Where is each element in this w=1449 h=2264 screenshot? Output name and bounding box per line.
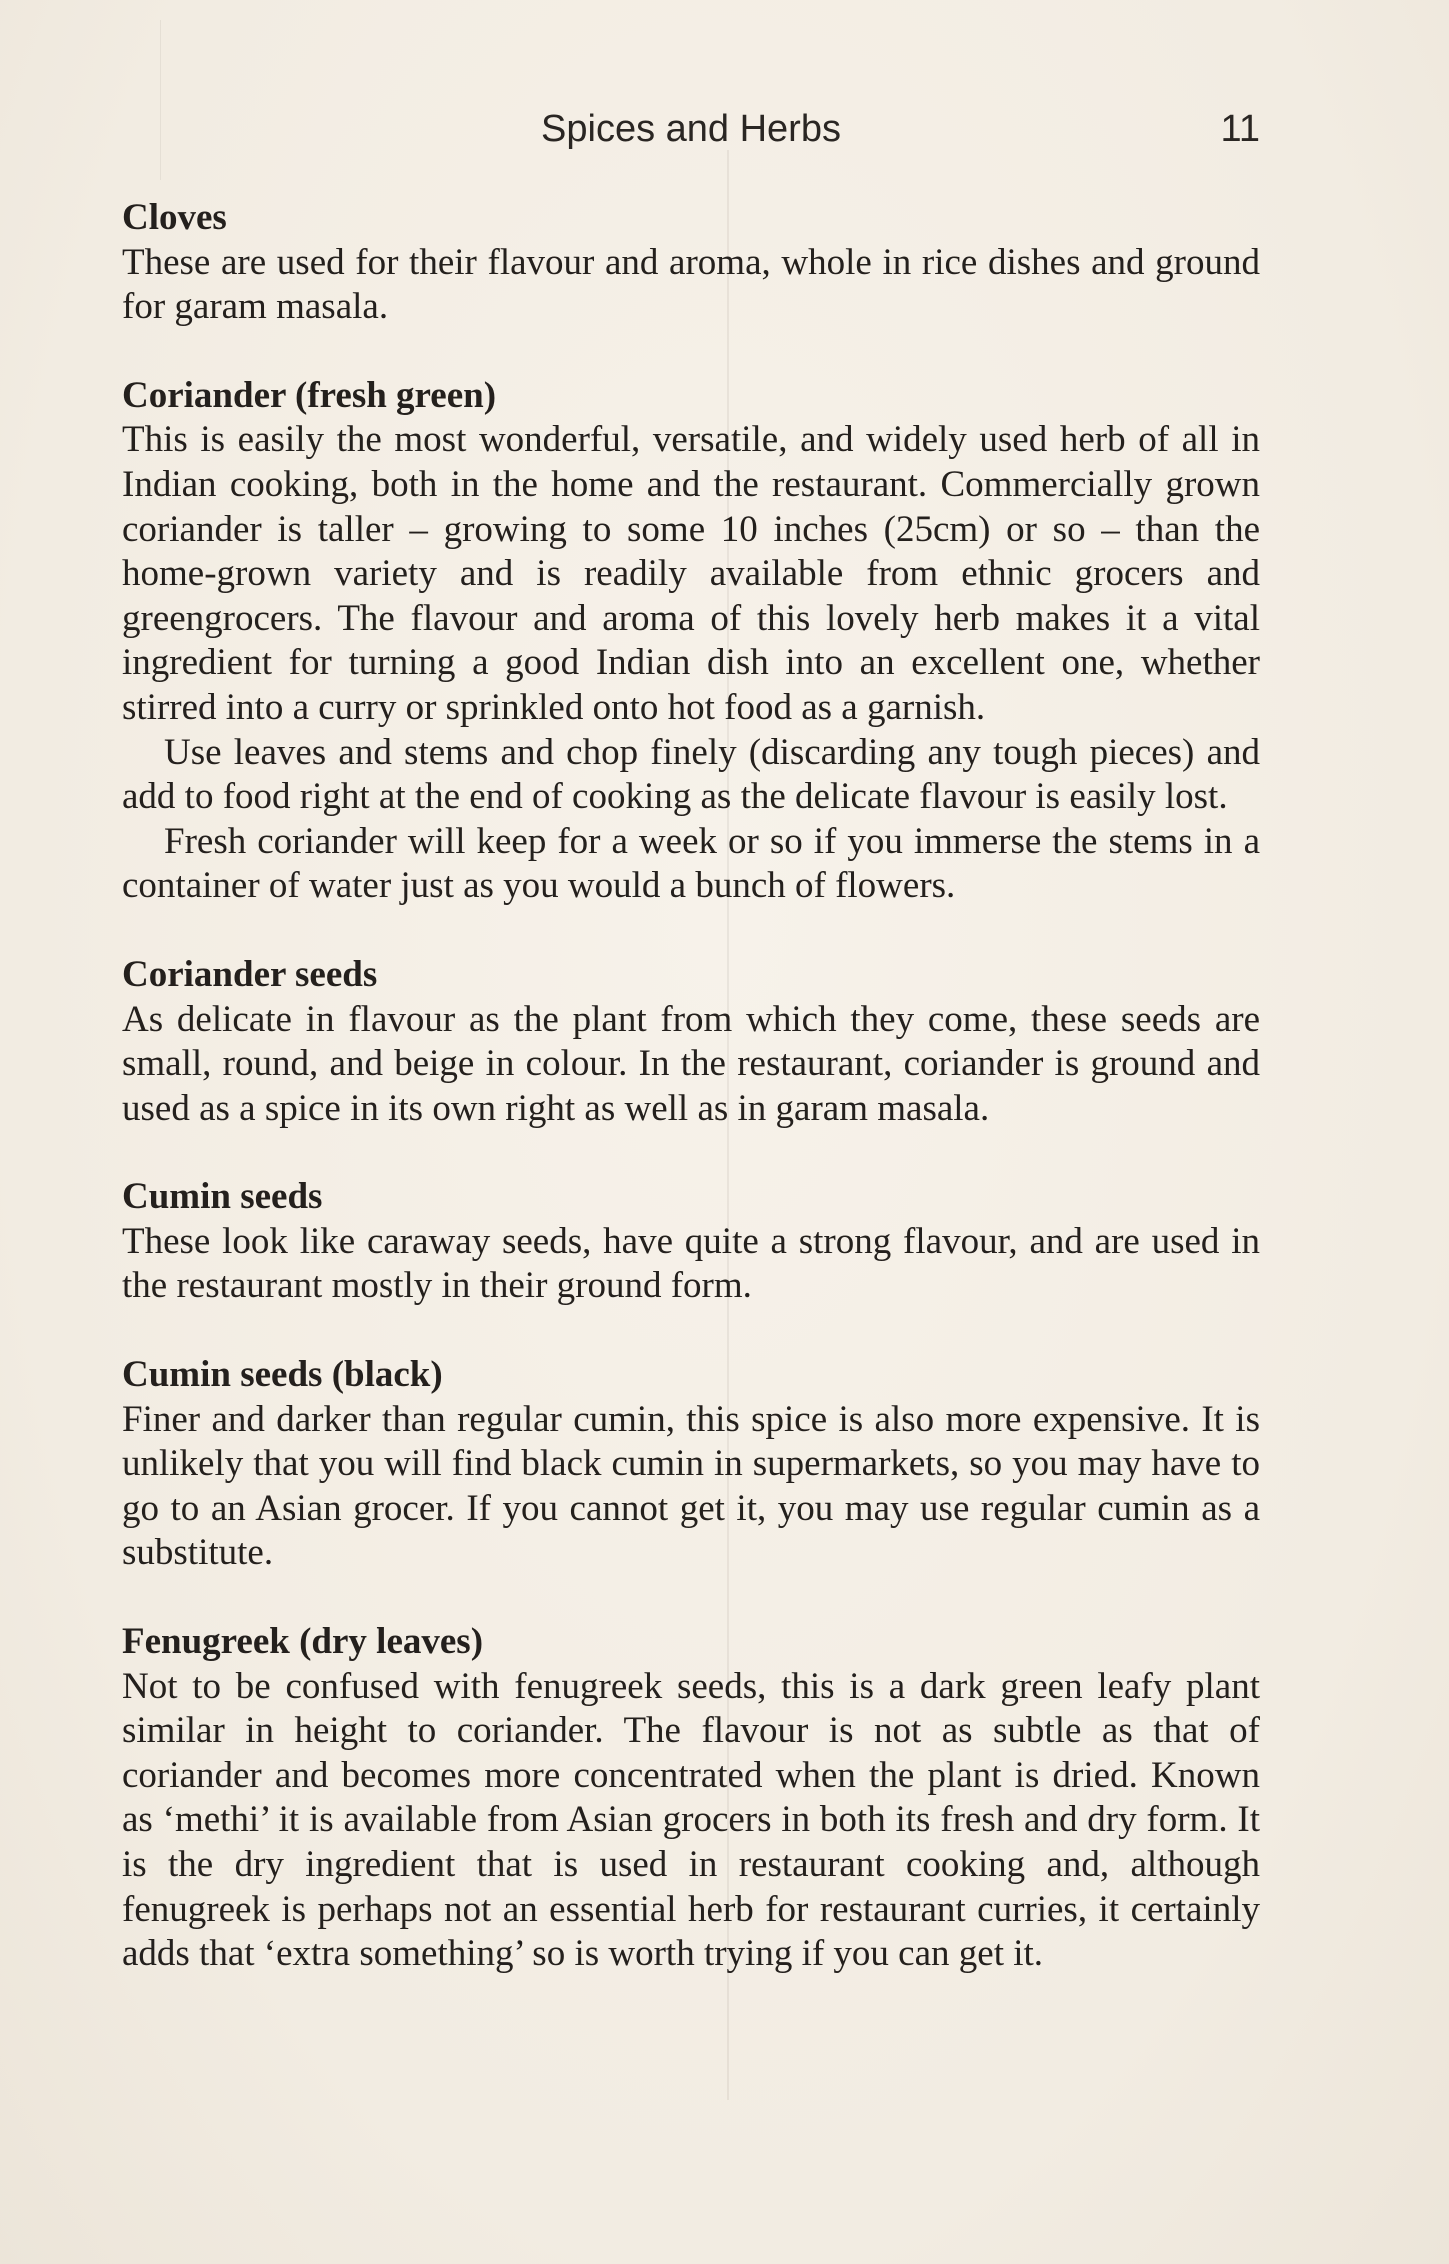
entry-paragraph: As delicate in flavour as the plant from which they come, these seeds are small, round, and beige in colour. In the restaurant, coriander is ground and used as a spice in its own right as well as in garam masala.: [122, 998, 1260, 1129]
entry-paragraph: Not to be confused with fenugreek seeds, this is a dark green leafy plant similar in height to coriander. The flavour is not as subtle as that of coriander and becomes more concentrated when the plant is dried. Known as ‘methi’ it is available from Asian grocers in both its fresh and dry form. It is the dry ingredient that is used in restaurant cooking and, although fenugreek is perhaps not an essential herb for restaurant curries, it certainly adds that ‘extra something’ so is worth trying if you can get it.: [122, 1665, 1260, 1975]
entry-cloves: [122, 196, 1260, 330]
entry-term: Cumin seeds: [122, 1176, 323, 1218]
entry-paragraph: Use leaves and stems and chop finely (discarding any tough pieces) and add to food right at the end of cooking as the delicate flavour is easily lost.: [122, 731, 1260, 818]
entry-cumin-seeds-black: [122, 1353, 1260, 1576]
entry-term: Cloves: [122, 197, 227, 238]
entry-term: Coriander (fresh green): [122, 374, 497, 416]
entry-coriander-fresh: [122, 374, 1260, 909]
page-header: [122, 108, 1260, 158]
entry-coriander-seeds: [122, 953, 1260, 1131]
entry-paragraph: These look like caraway seeds, have quite a strong flavour, and are used in the restaurant mostly in their ground form.: [122, 1220, 1260, 1307]
entry-paragraph: Fresh coriander will keep for a week or so if you immerse the stems in a container of water just as you would a bunch of flowers.: [122, 820, 1260, 907]
entry-term: Coriander seeds: [122, 953, 378, 995]
entry-paragraph: This is easily the most wonderful, versatile, and widely used herb of all in Indian cooking, both in the home and the restaurant. Commercially grown coriander is taller – growing to some 10 inches (25cm) or so – than the home-grown variety and is readily available from ethnic grocers and greengrocers. The flavour and aroma of this lovely herb makes it a vital ingredient for turning a good Indian dish into an excellent one, whether stirred into a curry or sprinkled onto hot food as a garnish.: [122, 419, 1260, 728]
page-number: 11: [1220, 108, 1260, 150]
page-content: [122, 196, 1260, 1977]
running-head: Spices and Herbs: [541, 108, 841, 150]
entry-fenugreek-dry-leaves: [122, 1620, 1260, 1977]
entry-cumin-seeds: [122, 1175, 1260, 1309]
entry-term: Cumin seeds (black): [122, 1354, 443, 1396]
entry-paragraph: Finer and darker than regular cumin, this spice is also more expensive. It is unlikely that you will find black cumin in supermarkets, so you may have to go to an Asian grocer. If you cannot get it, you may use regular cumin as a substitute.: [122, 1398, 1260, 1574]
entry-paragraph: These are used for their flavour and aroma, whole in rice dishes and ground for garam masala.: [122, 241, 1260, 328]
entry-term: Fenugreek (dry leaves): [122, 1621, 484, 1663]
